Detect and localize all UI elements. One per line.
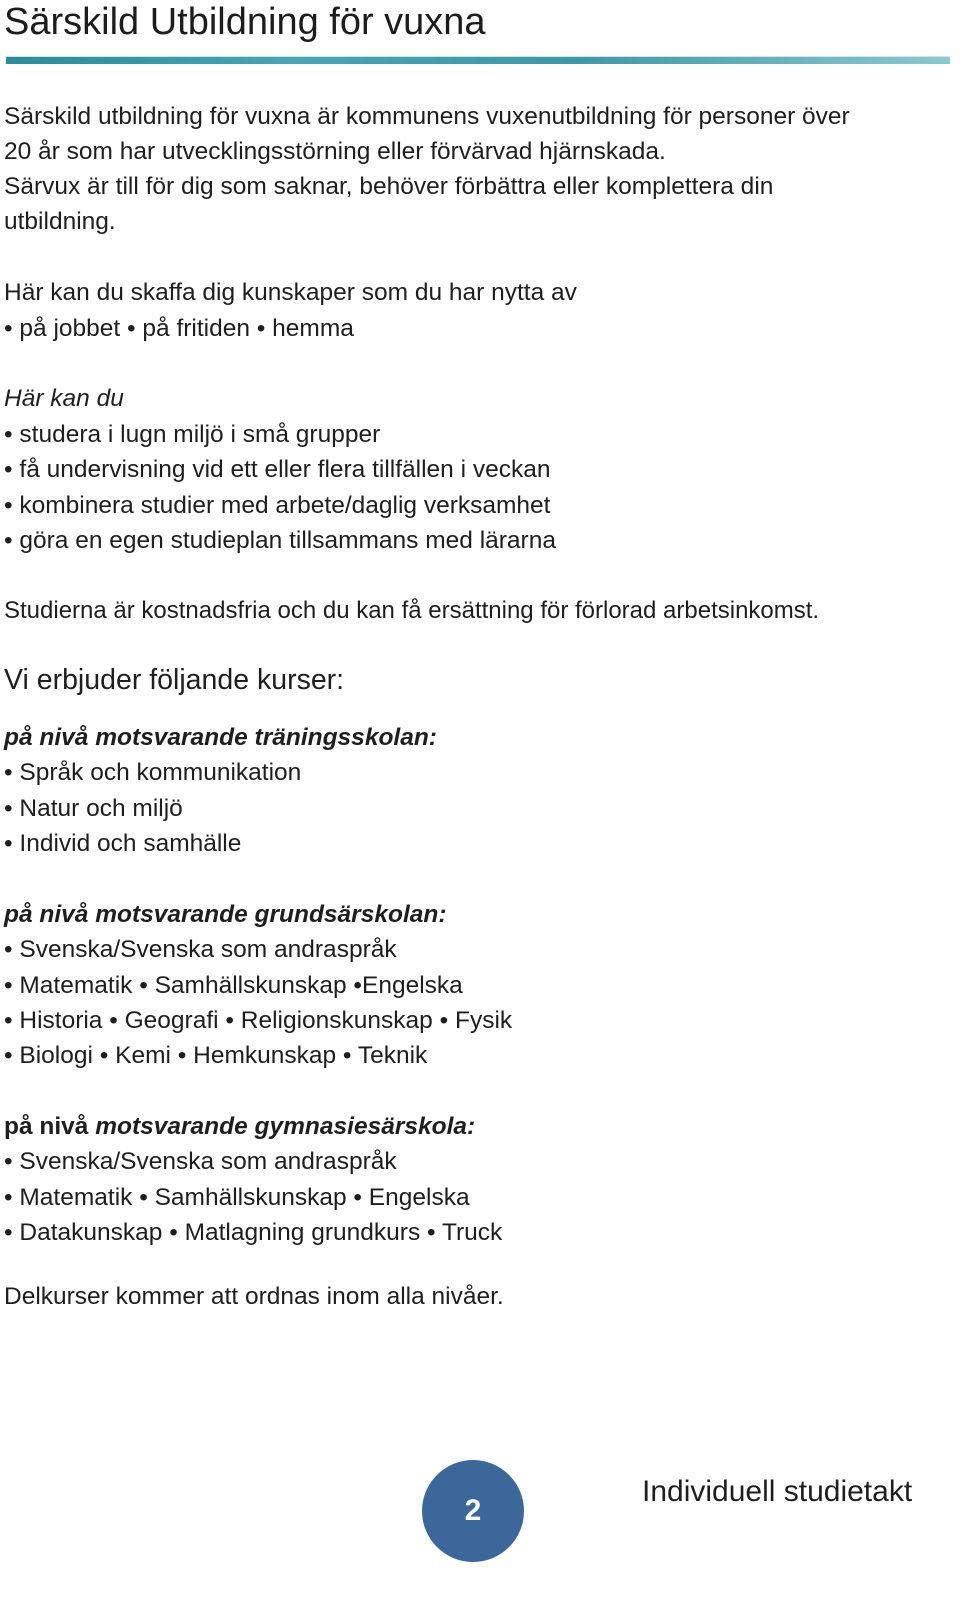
gymnasie-level-heading	[4, 1109, 475, 1145]
can-do-item: • få undervisning vid ett eller flera tillfällen i veckan	[4, 456, 551, 483]
course-item: • Natur och miljö	[4, 795, 183, 822]
cost-note: Studierna är kostnadsfria och du kan få ersättning för förlorad arbetsinkomst.	[4, 597, 820, 624]
closing-note: Delkurser kommer att ordnas inom alla nivåer.	[4, 1283, 504, 1310]
course-item: • Matematik • Samhällskunskap • Engelska	[4, 1184, 470, 1211]
intro-line-2: 20 år som har utvecklingsstörning eller förvärvad hjärnskada.	[4, 138, 666, 165]
courses-heading: Vi erbjuder följande kurser:	[4, 664, 345, 696]
can-do-item: • göra en egen studieplan tillsammans med lärarna	[4, 527, 556, 554]
course-item: • Biologi • Kemi • Hemkunskap • Teknik	[4, 1042, 428, 1069]
can-do-item: • studera i lugn miljö i små grupper	[4, 421, 381, 448]
intro-line-4: utbildning.	[4, 208, 116, 235]
course-item: • Språk och kommunikation	[4, 759, 302, 786]
course-item: • Matematik • Samhällskunskap •Engelska	[4, 972, 463, 999]
title-divider	[6, 56, 950, 64]
can-do-heading: Här kan du	[4, 385, 124, 412]
course-item: • Svenska/Svenska som andraspråk	[4, 936, 397, 963]
knowledge-places: • på jobbet • på fritiden • hemma	[4, 315, 354, 342]
course-item: • Datakunskap • Matlagning grundkurs • Truck	[4, 1219, 503, 1246]
gymnasie-heading-prefix: på nivå	[4, 1113, 96, 1140]
page-number-badge: 2	[422, 1460, 524, 1562]
intro-line-1: Särskild utbildning för vuxna är kommunens vuxenutbildning för personer över	[4, 103, 850, 130]
footer-label: Individuell studietakt	[642, 1475, 913, 1508]
gymnasie-heading-emphasis: motsvarande gymnasiesärskola:	[95, 1113, 476, 1140]
page-title: Särskild Utbildning för vuxna	[4, 1, 486, 43]
can-do-item: • kombinera studier med arbete/daglig verksamhet	[4, 492, 551, 519]
knowledge-lead: Här kan du skaffa dig kunskaper som du har nytta av	[4, 279, 577, 306]
course-item: • Individ och samhälle	[4, 830, 242, 857]
course-item: • Historia • Geografi • Religionskunskap • Fysik	[4, 1007, 513, 1034]
intro-line-3: Särvux är till för dig som saknar, behöver förbättra eller komplettera din	[4, 173, 774, 200]
grund-level-heading: på nivå motsvarande grundsärskolan:	[4, 901, 447, 928]
course-item: • Svenska/Svenska som andraspråk	[4, 1148, 397, 1175]
training-level-heading: på nivå motsvarande träningsskolan:	[4, 724, 437, 751]
